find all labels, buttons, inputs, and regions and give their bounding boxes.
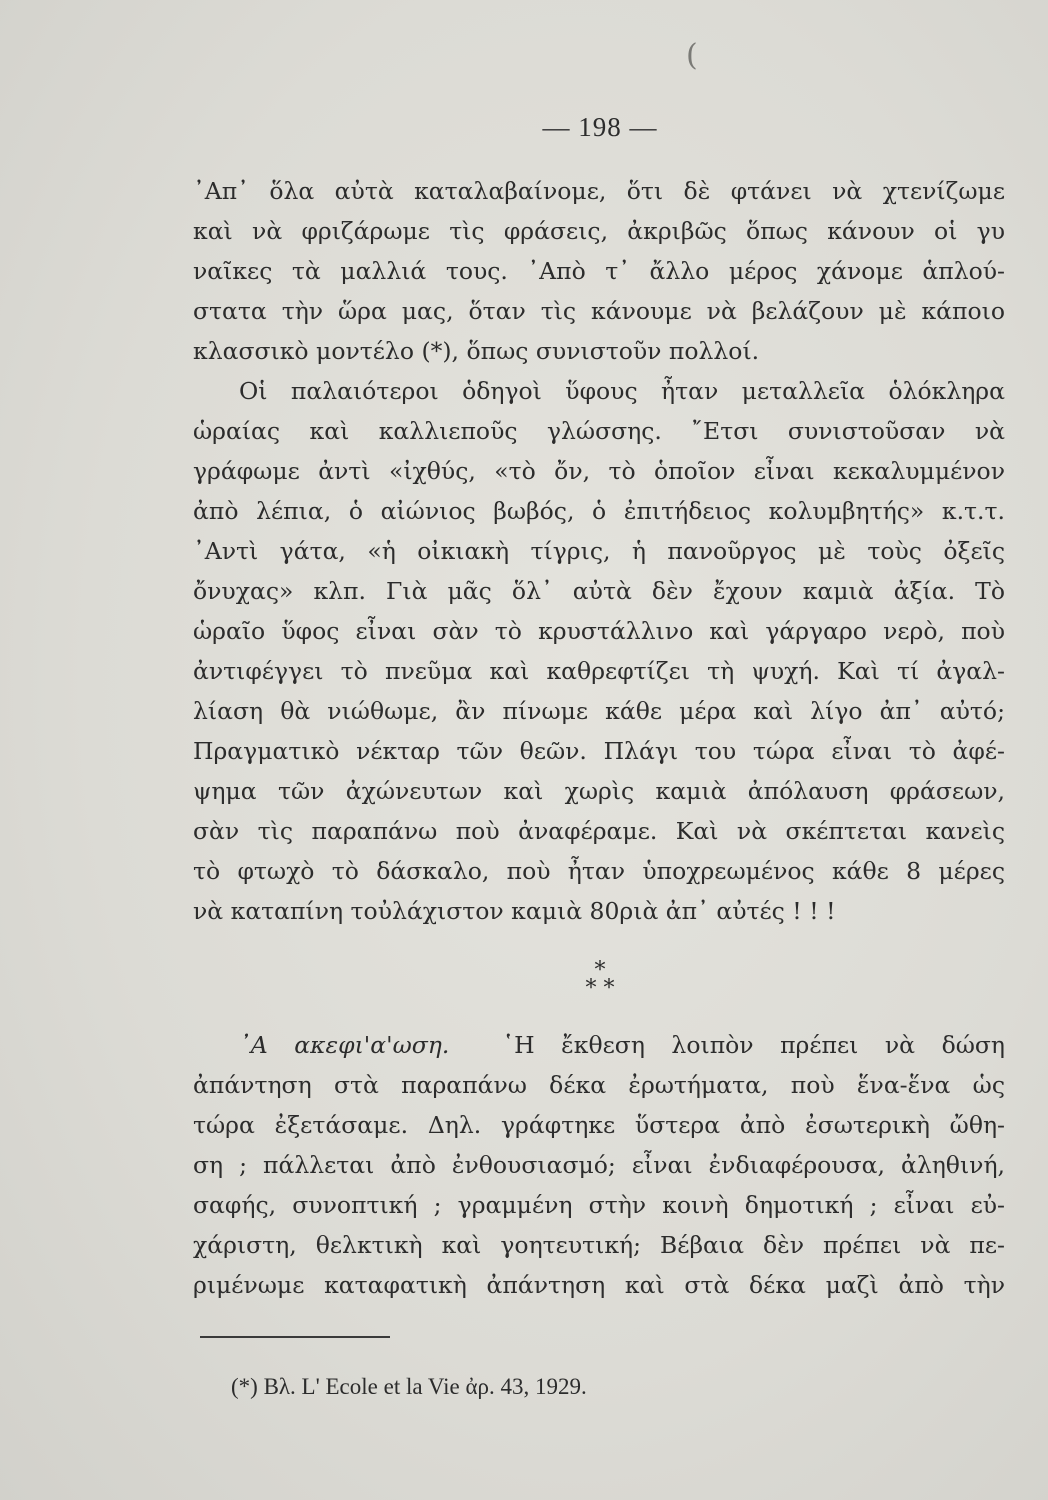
body-text-block-2 xyxy=(193,1025,1005,1305)
text-line: ἀπάντηση στὰ παραπάνω δέκα ἐρωτήματα, ποὺ ἕνα-ἕνα ὡς xyxy=(193,1071,1005,1099)
text-line: κλασσικὸ μοντέλο (*), ὅπως συνιστοῦν πολλοί. xyxy=(193,337,760,365)
text-line: γράφωμε ἀντὶ «ἰχθύς, «τὸ ὄν, τὸ ὁποῖον εἶναι κεκαλυμμένον xyxy=(193,457,1005,485)
text-line: Πραγματικὸ νέκταρ τῶν θεῶν. Πλάγι του τώρα εἶναι τὸ ἀφέ- xyxy=(193,737,1005,765)
text-line: λίαση θὰ νιώθωμε, ἂν πίνωμε κάθε μέρα καὶ λίγο ἀπ᾿ αὐτό; xyxy=(193,697,1005,725)
section-heading: ᾿Α ακεφι'α'ωση. xyxy=(239,1031,450,1059)
text-line: ᾿Απ᾿ ὅλα αὐτὰ καταλαβαίνομε, ὅτι δὲ φτάνει νὰ χτενίζωμε xyxy=(193,177,1005,205)
section-asterism xyxy=(560,958,640,1001)
text-line: νὰ καταπίνη τοὐλάχιστον καμιὰ 80ριὰ ἀπ᾿ αὐτές ! ! ! xyxy=(193,897,836,925)
text-line: ᾿Αντὶ γάτα, «ἡ οἰκιακὴ τίγρις, ἡ πανοῦργος μὲ τοὺς ὀξεῖς xyxy=(193,537,1005,565)
text-line: ριμένωμε καταφατικὴ ἀπάντηση καὶ στὰ δέκα μαζὶ ἀπὸ τὴν xyxy=(193,1271,1005,1299)
body-text-block-1 xyxy=(193,171,1005,931)
footnote: (*) Βλ. L' Ecole et la Vie ἀρ. 43, 1929. xyxy=(231,1374,587,1399)
text-line: ναῖκες τὰ μαλλιά τους. ᾿Απὸ τ᾿ ἄλλο μέρος χάνομε ἁπλού- xyxy=(193,257,1005,285)
text-line: σὰν τὶς παραπάνω ποὺ ἀναφέραμε. Καὶ νὰ σκέπτεται κανεὶς xyxy=(193,817,1005,845)
heading-continuation: ῾Η ἔκθεση λοιπὸν πρέπει νὰ δώση xyxy=(502,1031,1005,1059)
page-number: — 198 — xyxy=(542,112,658,142)
text-line: ἀπὸ λέπια, ὁ αἰώνιος βωβός, ὁ ἐπιτήδειος κολυμβητής» κ.τ.τ. xyxy=(193,497,1005,525)
text-line: ση ; πάλλεται ἀπὸ ἐνθουσιασμό; εἶναι ἐνδιαφέρουσα, ἀληθινή, xyxy=(193,1151,1005,1179)
asterism-top: * xyxy=(594,958,606,983)
text-line: καὶ νὰ φριζάρωμε τὶς φράσεις, ἀκριβῶς ὅπως κάνουν οἱ γυ xyxy=(193,217,1005,245)
text-line: ὡραίας καὶ καλλιεποῦς γλώσσης. ῎Ετσι συνιστοῦσαν νὰ xyxy=(193,417,1005,445)
text-line: ἀντιφέγγει τὸ πνεῦμα καὶ καθρεφτίζει τὴ ψυχή. Καὶ τί ἀγαλ- xyxy=(193,657,1005,685)
margin-pencil-mark: ( xyxy=(686,38,698,73)
text-line xyxy=(193,1025,1005,1065)
text-line: ψημα τῶν ἀχώνευτων καὶ χωρὶς καμιὰ ἀπόλαυση φράσεων, xyxy=(193,777,1005,805)
text-line: τὸ φτωχὸ τὸ δάσκαλο, ποὺ ἦταν ὑποχρεωμένος κάθε 8 μέρες xyxy=(193,857,1005,885)
text-line: τώρα ἐξετάσαμε. Δηλ. γράφτηκε ὕστερα ἀπὸ ἐσωτερικὴ ὤθη- xyxy=(193,1111,1005,1139)
text-line: χάριστη, θελκτικὴ καὶ γοητευτική; Βέβαια δὲν πρέπει νὰ πε- xyxy=(193,1231,1005,1259)
text-line: στατα τὴν ὥρα μας, ὅταν τὶς κάνουμε νὰ βελάζουν μὲ κάποιο xyxy=(193,297,1005,325)
text-line: Οἱ παλαιότεροι ὁδηγοὶ ὕφους ἦταν μεταλλεῖα ὁλόκληρα xyxy=(239,377,1005,405)
text-line: σαφής, συνοπτική ; γραμμένη στὴν κοινὴ δημοτική ; εἶναι εὐ- xyxy=(193,1191,1005,1219)
text-line: ὄνυχας» κλπ. Γιὰ μᾶς ὅλ᾿ αὐτὰ δὲν ἔχουν καμιὰ ἀξία. Τὸ xyxy=(193,577,1005,605)
footnote-divider xyxy=(200,1336,390,1338)
asterism-bottom: * * xyxy=(585,976,615,1001)
text-line: ὡραῖο ὕφος εἶναι σὰν τὸ κρυστάλλινο καὶ γάργαρο νερὸ, ποὺ xyxy=(193,617,1005,645)
